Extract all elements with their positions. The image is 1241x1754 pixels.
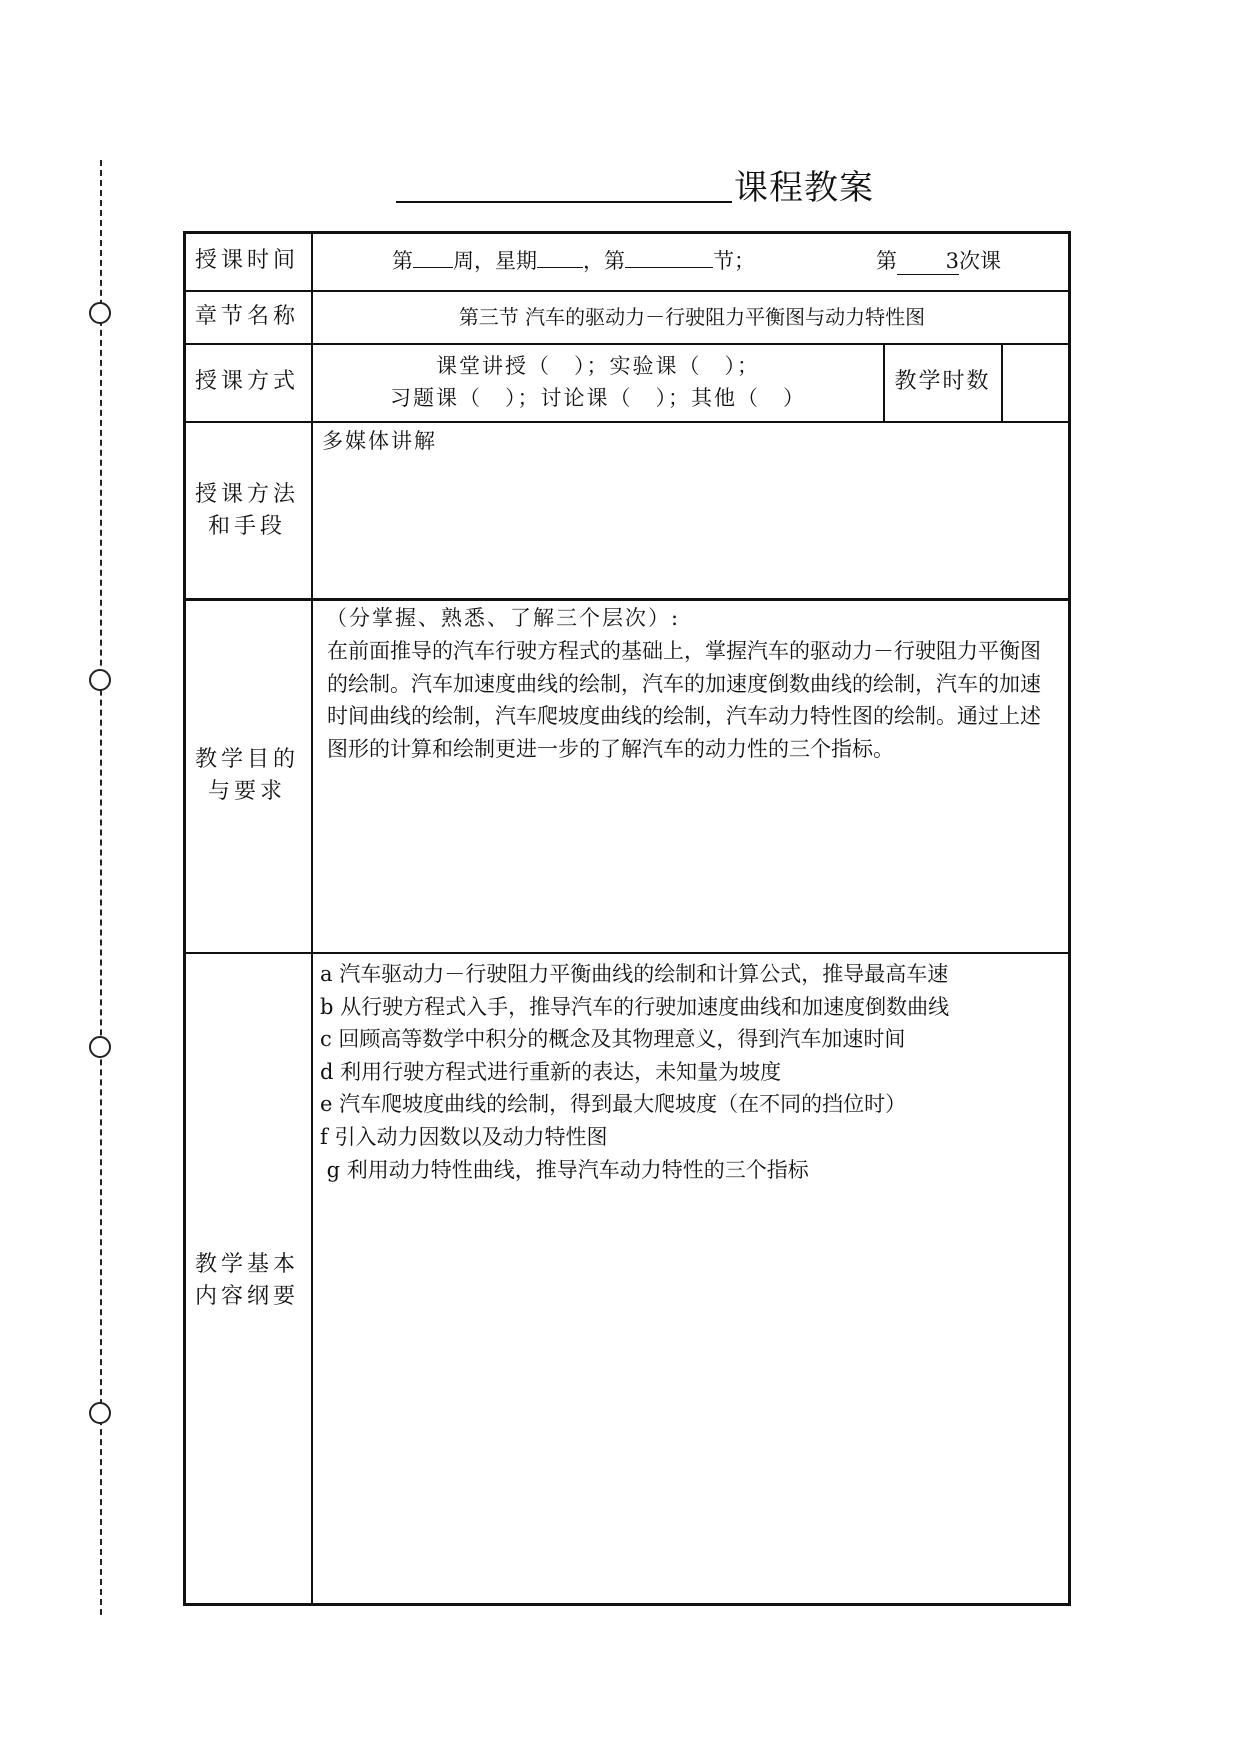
row-divider <box>183 421 1071 423</box>
chapter-label: 章节名称 <box>194 304 299 329</box>
hours-value-divider <box>1001 343 1003 421</box>
mode-line-1: 课堂讲授（ ）；实验课（ ）； <box>436 354 760 378</box>
lesson-plan-table <box>183 231 1071 1606</box>
chapter-name: 第三节 汽车的驱动力－行驶阻力平衡图与动力特性图 <box>458 305 926 329</box>
course-name-blank <box>396 201 732 203</box>
lesson-suffix: 次课 <box>959 249 1001 273</box>
lesson-count <box>876 244 1001 278</box>
outline-item: c 回顾高等数学中积分的概念及其物理意义，得到汽车加速时间 <box>320 1027 906 1052</box>
goals-line: 时间曲线的绘制，汽车爬坡度曲线的绘制，汽车动力特性图的绘制。通过上述 <box>327 704 1041 728</box>
outline-item: a 汽车驱动力－行驶阻力平衡曲线的绘制和计算公式，推导最高车速 <box>320 962 949 986</box>
method-label-line-1: 授课方法 <box>194 482 299 507</box>
weekday-field[interactable] <box>537 267 583 268</box>
outline-item: g 利用动力特性曲线，推导汽车动力特性的三个指标 <box>320 1157 809 1182</box>
week-field[interactable] <box>413 267 453 268</box>
goals-label-line-1: 教学目的 <box>194 747 299 772</box>
outline-item: b 从行驶方程式入手，推导汽车的行驶加速度曲线和加速度倒数曲线 <box>320 994 950 1019</box>
mode-line-2: 习题课（ ）；讨论课（ ）；其他（ ） <box>390 386 806 410</box>
label-column-divider <box>311 231 313 1606</box>
outline-list <box>320 958 1060 1186</box>
title-text: 课程教案 <box>734 168 874 208</box>
outline-item: d 利用行驶方程式进行重新的表达，未知量为坡度 <box>320 1059 782 1084</box>
period-suffix: 节； <box>713 249 755 273</box>
method-label-line-2: 和手段 <box>207 514 286 539</box>
mode-label: 授课方式 <box>194 369 299 394</box>
lesson-field[interactable]: 3 <box>897 248 959 275</box>
row-divider <box>183 952 1071 954</box>
week-prefix: 第 <box>392 249 413 273</box>
punch-hole <box>89 1402 111 1424</box>
punch-hole <box>89 302 111 324</box>
time-label: 授课时间 <box>194 248 299 273</box>
goals-line: 在前面推导的汽车行驶方程式的基础上，掌握汽车的驱动力－行驶阻力平衡图 <box>327 639 1041 663</box>
outline-item: e 汽车爬坡度曲线的绘制，得到最大爬坡度（在不同的挡位时） <box>320 1092 907 1117</box>
goals-line: 的绘制。汽车加速度曲线的绘制，汽车的加速度倒数曲线的绘制，汽车的加速 <box>327 671 1041 696</box>
period-prefix: ，第 <box>583 249 625 273</box>
punch-hole <box>89 669 111 691</box>
goals-header: （分掌握、熟悉、了解三个层次）: <box>326 606 681 630</box>
row-divider <box>183 343 1071 345</box>
binding-dashed-line <box>100 160 102 1615</box>
lesson-prefix: 第 <box>876 249 897 273</box>
row-divider <box>183 290 1071 292</box>
outline-label-line-2: 内容纲要 <box>194 1284 299 1309</box>
period-field[interactable] <box>625 267 713 268</box>
outline-label-line-1: 教学基本 <box>194 1252 299 1277</box>
document-title <box>396 156 896 206</box>
goals-line: 图形的计算和绘制更进一步的了解汽车的动力性的三个指标。 <box>327 736 894 761</box>
goals-label-line-2: 与要求 <box>207 779 286 804</box>
hours-label: 教学时数 <box>894 369 991 394</box>
method-value: 多媒体讲解 <box>322 429 437 453</box>
week-suffix: 周，星期 <box>453 249 537 273</box>
punch-hole <box>89 1036 111 1058</box>
outline-item: f 引入动力因数以及动力特性图 <box>320 1124 608 1149</box>
time-row <box>392 244 755 278</box>
goals-paragraph <box>327 635 1067 765</box>
